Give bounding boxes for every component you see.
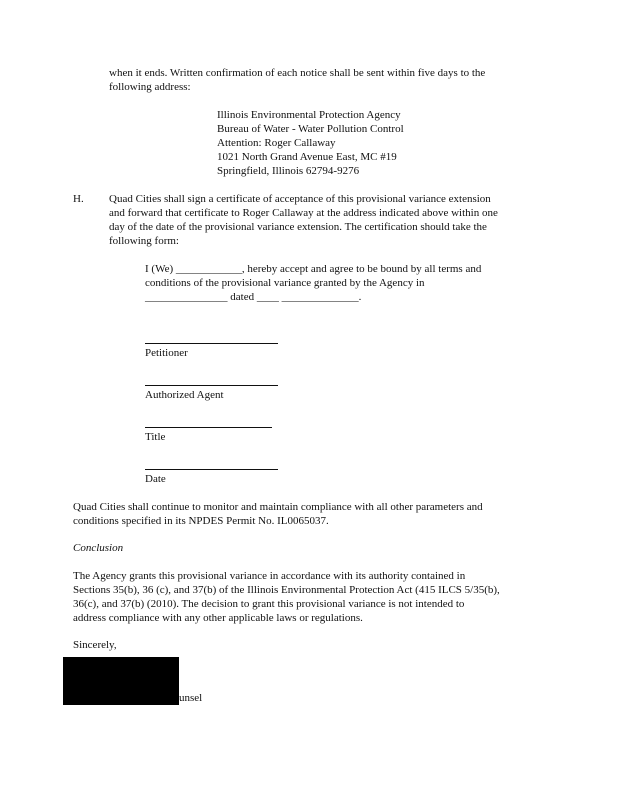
compliance-line-2: conditions specified in its NPDES Permit No. IL0065037.	[73, 515, 329, 527]
address-line-2: Bureau of Water - Water Pollution Control	[217, 123, 404, 135]
date-signature-line	[145, 469, 278, 470]
title-label: Title	[145, 431, 166, 443]
address-line-5: Springfield, Illinois 62794-9276	[217, 165, 360, 177]
address-line-4: 1021 North Grand Avenue East, MC #19	[217, 151, 397, 163]
petitioner-signature-line	[145, 343, 278, 344]
agent-label: Authorized Agent	[145, 389, 224, 401]
item-h-line-4: following form:	[109, 235, 179, 247]
conclusion-line-3: 36(c), and 37(b) (2010). The decision to grant this provisional variance is not intended to	[73, 598, 465, 610]
conclusion-line-2: Sections 35(b), 36 (c), and 37(b) of the Illinois Environmental Protection Act (415 ILCS 5/35(b),	[73, 584, 500, 596]
certification-line-2: conditions of the provisional variance granted by the Agency in	[145, 277, 425, 289]
petitioner-label: Petitioner	[145, 347, 188, 359]
agent-signature-line	[145, 385, 278, 386]
date-label: Date	[145, 473, 166, 485]
item-h-line-1: Quad Cities shall sign a certificate of acceptance of this provisional variance extension	[109, 193, 491, 205]
item-h-line-3: day of the date of the provisional variance extension. The certification should take the	[109, 221, 487, 233]
item-h-line-2: and forward that certificate to Roger Callaway at the address indicated above within one	[109, 207, 498, 219]
address-line-1: Illinois Environmental Protection Agency	[217, 109, 401, 121]
certification-line-1: I (We) ____________, hereby accept and agree to be bound by all terms and	[145, 263, 482, 275]
conclusion-heading: Conclusion	[73, 542, 124, 554]
intro-line-2: following address:	[109, 81, 191, 93]
conclusion-line-4: address compliance with any other applicable laws or regulations.	[73, 612, 363, 624]
salutation: Sincerely,	[73, 639, 117, 651]
compliance-line-1: Quad Cities shall continue to monitor and maintain compliance with all other parameters and	[73, 501, 483, 513]
title-signature-line	[145, 427, 272, 428]
intro-line-1: when it ends. Written confirmation of each notice shall be sent within five days to the	[109, 67, 486, 79]
certification-line-3: _______________ dated ____ ______________.	[145, 291, 362, 303]
address-line-3: Attention: Roger Callaway	[217, 137, 336, 149]
item-h-marker: H.	[73, 193, 84, 205]
signer-title-fragment: unsel	[179, 692, 203, 704]
conclusion-line-1: The Agency grants this provisional variance in accordance with its authority contained in	[73, 570, 466, 582]
redaction-box	[63, 657, 179, 705]
